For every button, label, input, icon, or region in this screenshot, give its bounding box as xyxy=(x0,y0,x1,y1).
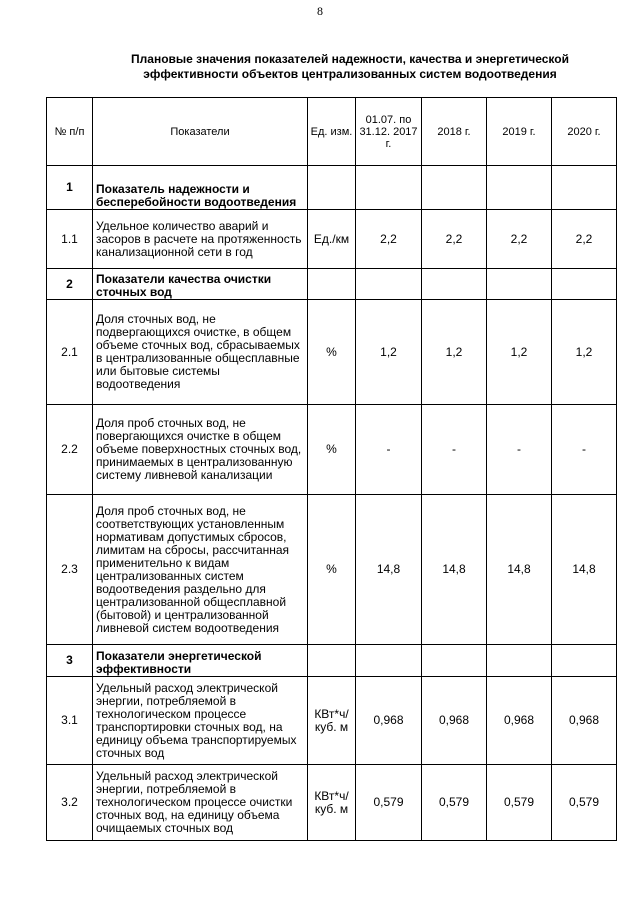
table-row xyxy=(47,166,617,210)
row-value-2019: 0,968 xyxy=(487,677,552,765)
row-unit: КВт*ч/куб. м xyxy=(308,677,356,765)
row-value-2017 xyxy=(356,645,422,677)
row-unit xyxy=(308,166,356,210)
header-unit: Ед. изм. xyxy=(308,98,356,166)
row-value-2020: 0,579 xyxy=(552,765,617,841)
row-value-2019 xyxy=(487,166,552,210)
row-value-2017: 2,2 xyxy=(356,210,422,269)
table-row xyxy=(47,765,617,841)
row-value-2018 xyxy=(422,269,487,300)
header-2018: 2018 г. xyxy=(422,98,487,166)
table-row xyxy=(47,269,617,300)
row-indicator: Показатели качества очистки сточных вод xyxy=(93,269,308,300)
header-2020: 2020 г. xyxy=(552,98,617,166)
row-num: 2.2 xyxy=(47,405,93,495)
row-value-2020: 1,2 xyxy=(552,300,617,405)
row-value-2019: 1,2 xyxy=(487,300,552,405)
table-row xyxy=(47,405,617,495)
row-num: 1 xyxy=(47,166,93,210)
row-num: 3.2 xyxy=(47,765,93,841)
row-indicator: Показатель надежности и бесперебойности водоотведения xyxy=(93,166,308,210)
row-value-2018: 1,2 xyxy=(422,300,487,405)
page-number: 8 xyxy=(317,4,323,18)
row-unit xyxy=(308,269,356,300)
row-value-2020 xyxy=(552,166,617,210)
header-2019: 2019 г. xyxy=(487,98,552,166)
row-unit: % xyxy=(308,495,356,645)
table-row xyxy=(47,300,617,405)
table-header-row xyxy=(47,98,617,166)
header-num: № п/п xyxy=(47,98,93,166)
row-value-2018 xyxy=(422,166,487,210)
row-value-2017: 0,968 xyxy=(356,677,422,765)
row-value-2017: 14,8 xyxy=(356,495,422,645)
row-num: 3 xyxy=(47,645,93,677)
row-num: 1.1 xyxy=(47,210,93,269)
row-unit: Ед./км xyxy=(308,210,356,269)
row-value-2018: 0,579 xyxy=(422,765,487,841)
row-indicator: Доля сточных вод, не подвергающихся очистке, в общем объеме сточных вод, сбрасываемых в централизованные общесплавные или бытовые системы водоотведения xyxy=(93,300,308,405)
row-unit: % xyxy=(308,405,356,495)
row-value-2019: - xyxy=(487,405,552,495)
row-indicator: Удельный расход электрической энергии, потребляемой в технологическом процессе транспортировки сточных вод, на единицу объема транспортируемых сточных вод xyxy=(93,677,308,765)
row-value-2017 xyxy=(356,269,422,300)
row-value-2018: - xyxy=(422,405,487,495)
table-row xyxy=(47,645,617,677)
row-unit: КВт*ч/куб. м xyxy=(308,765,356,841)
row-value-2020 xyxy=(552,269,617,300)
row-indicator: Доля проб сточных вод, не повергающихся очистке в общем объеме поверхностных сточных вод, принимаемых в централизованную систему ливневой канализации xyxy=(93,405,308,495)
row-value-2020: - xyxy=(552,405,617,495)
table-row xyxy=(47,495,617,645)
row-value-2020: 2,2 xyxy=(552,210,617,269)
table-row xyxy=(47,210,617,269)
row-value-2019 xyxy=(487,269,552,300)
row-indicator: Доля проб сточных вод, не соответствующих установленным нормативам допустимых сбросов, лимитам на сбросы, рассчитанная применительно к видам централизованных систем водоотведения раздельно для централизованной общесплавной (бытовой) и централизованной ливневой систем водоотведения xyxy=(93,495,308,645)
row-value-2018: 14,8 xyxy=(422,495,487,645)
indicators-table xyxy=(46,97,617,841)
row-value-2020: 14,8 xyxy=(552,495,617,645)
row-indicator: Показатели энергетической эффективности xyxy=(93,645,308,677)
row-unit: % xyxy=(308,300,356,405)
row-value-2019: 2,2 xyxy=(487,210,552,269)
document-title: Плановые значения показателей надежности, качества и энергетической эффективности объектов централизованных систем водоотведения xyxy=(131,52,569,81)
row-num: 2.1 xyxy=(47,300,93,405)
row-value-2017: - xyxy=(356,405,422,495)
row-num: 2.3 xyxy=(47,495,93,645)
row-value-2017 xyxy=(356,166,422,210)
row-unit xyxy=(308,645,356,677)
row-value-2019: 0,579 xyxy=(487,765,552,841)
table-row xyxy=(47,677,617,765)
row-num: 2 xyxy=(47,269,93,300)
row-indicator: Удельный расход электрической энергии, потребляемой в технологическом процессе очистки сточных вод, на единицу объема очищаемых сточных вод xyxy=(93,765,308,841)
row-value-2020: 0,968 xyxy=(552,677,617,765)
row-value-2018: 2,2 xyxy=(422,210,487,269)
row-indicator: Удельное количество аварий и засоров в расчете на протяженность канализационной сети в год xyxy=(93,210,308,269)
row-value-2019 xyxy=(487,645,552,677)
row-value-2018: 0,968 xyxy=(422,677,487,765)
header-2017: 01.07. по 31.12. 2017 г. xyxy=(356,98,422,166)
row-value-2019: 14,8 xyxy=(487,495,552,645)
row-value-2017: 0,579 xyxy=(356,765,422,841)
header-indicator: Показатели xyxy=(93,98,308,166)
row-value-2018 xyxy=(422,645,487,677)
row-value-2017: 1,2 xyxy=(356,300,422,405)
row-num: 3.1 xyxy=(47,677,93,765)
row-value-2020 xyxy=(552,645,617,677)
